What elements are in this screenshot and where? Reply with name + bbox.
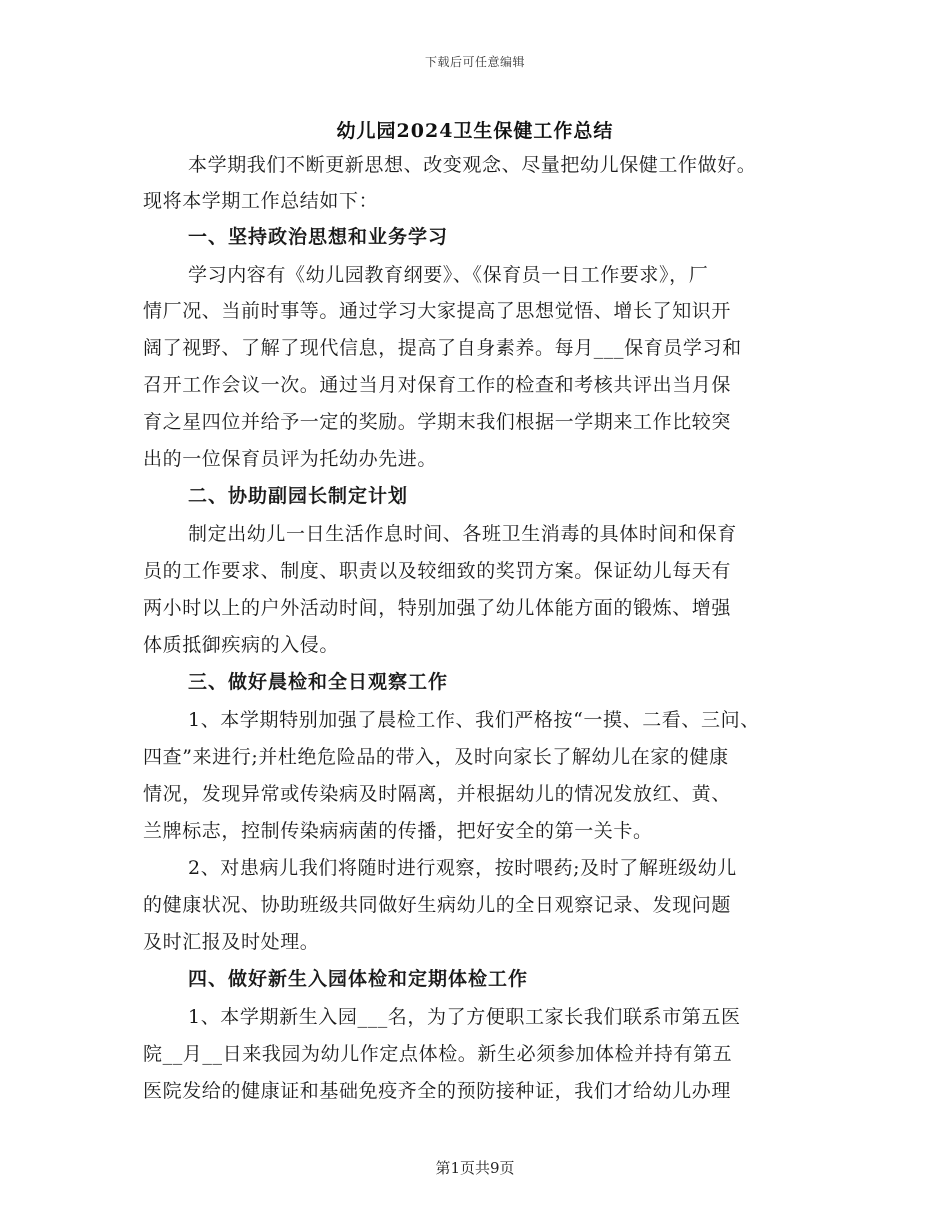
page-number-footer: 第1页共9页 [435, 1159, 515, 1177]
paragraph-line: 出的一位保育员评为托幼办先进。 [143, 448, 438, 470]
paragraph-line: 1、本学期新生入园___名，为了方便职工家长我们联系市第五医 [188, 1006, 741, 1028]
paragraph-line: 的健康状况、协助班级共同做好生病幼儿的全日观察记录、发现问题 [143, 894, 732, 916]
paragraph-line: 情厂况、当前时事等。通过学习大家提高了思想觉悟、增长了知识开 [143, 300, 732, 322]
paragraph-line: 育之星四位并给予一定的奖励。学期末我们根据一学期来工作比较突 [143, 411, 732, 433]
section-heading: 一、坚持政治思想和业务学习 [188, 226, 449, 248]
document-title: 幼儿园2024卫生保健工作总结 [336, 120, 614, 142]
section-heading: 二、协助副园长制定计划 [188, 485, 409, 507]
paragraph-line: 院__月__日来我园为幼儿作定点体检。新生必须参加体检并持有第五 [143, 1043, 733, 1065]
paragraph-line: 现将本学期工作总结如下： [143, 190, 379, 212]
paragraph-line: 及时汇报及时处理。 [143, 931, 320, 953]
paragraph-line: 1、本学期特别加强了晨检工作、我们严格按“一摸、二看、三问、 [188, 709, 760, 731]
section-heading: 四、做好新生入园体检和定期体检工作 [188, 968, 529, 990]
paragraph-line: 兰牌标志，控制传染病病菌的传播，把好安全的第一关卡。 [143, 820, 653, 842]
paragraph-line: 情况，发现异常或传染病及时隔离，并根据幼儿的情况发放红、黄、 [143, 783, 732, 805]
paragraph-line: 本学期我们不断更新思想、改变观念、尽量把幼儿保健工作做好。 [188, 154, 757, 176]
paragraph-line: 四查”来进行;并杜绝危险品的带入，及时向家长了解幼儿在家的健康 [143, 746, 729, 768]
paragraph-line: 制定出幼儿一日生活作息时间、各班卫生消毒的具体时间和保育 [188, 523, 737, 545]
header-note: 下载后可任意编辑 [424, 55, 525, 69]
paragraph-line: 阔了视野、了解了现代信息，提高了自身素养。每月___保育员学习和 [143, 337, 742, 359]
paragraph-line: 学习内容有《幼儿园教育纲要》、《保育员一日工作要求》，厂 [188, 264, 709, 286]
paragraph-line: 2、对患病儿我们将随时进行观察，按时喂药;及时了解班级幼儿 [188, 857, 737, 879]
paragraph-line: 医院发给的健康证和基础免疫齐全的预防接种证，我们才给幼儿办理 [143, 1080, 732, 1102]
paragraph-line: 体质抵御疾病的入侵。 [143, 634, 340, 656]
paragraph-line: 召开工作会议一次。通过当月对保育工作的检查和考核共评出当月保 [143, 374, 732, 396]
paragraph-line: 两小时以上的户外活动时间，特别加强了幼儿体能方面的锻炼、增强 [143, 597, 732, 619]
paragraph-line: 员的工作要求、制度、职责以及较细致的奖罚方案。保证幼儿每天有 [143, 560, 732, 582]
section-heading: 三、做好晨检和全日观察工作 [188, 671, 449, 693]
